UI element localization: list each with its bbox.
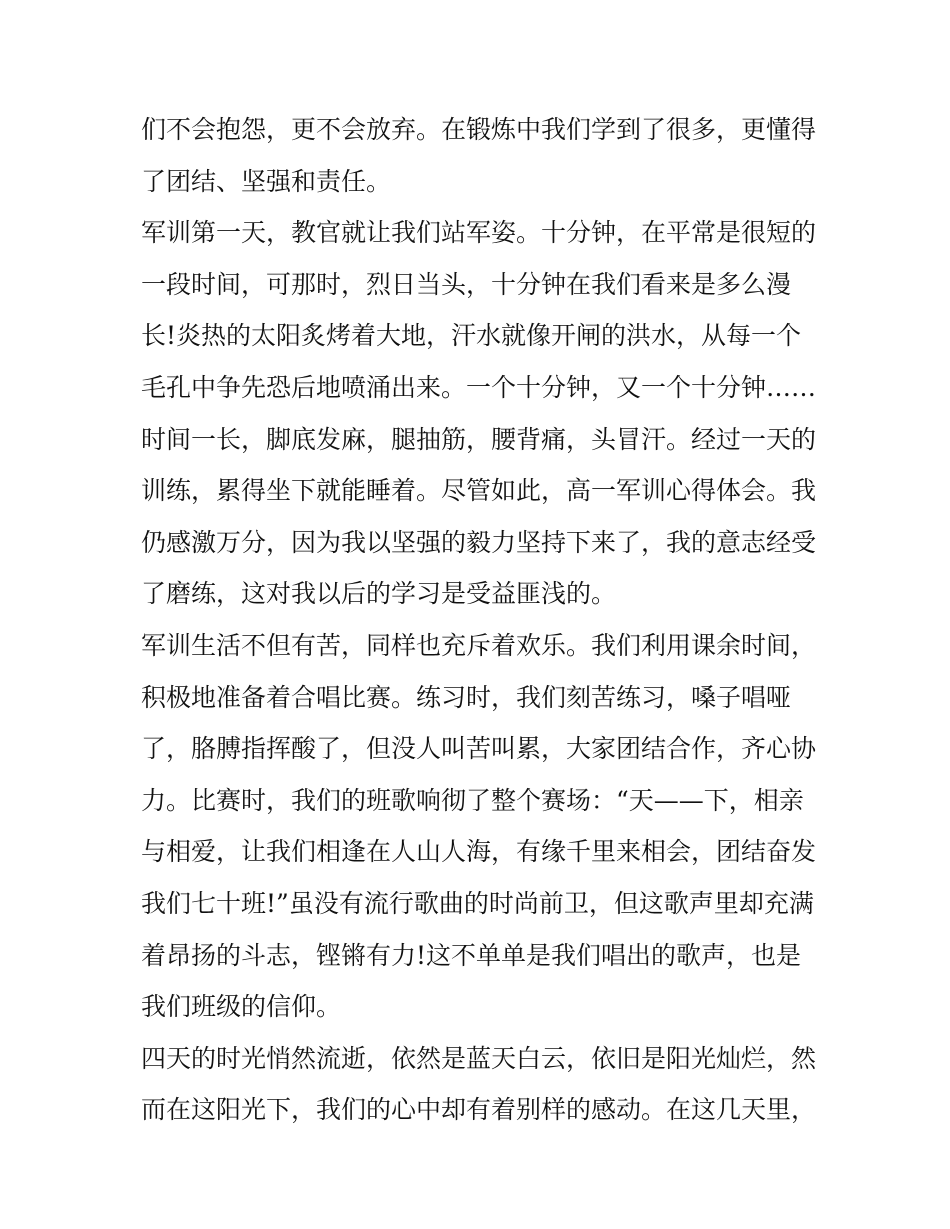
- text-line: 积极地准备着合唱比赛。练习时，我们刻苦练习，嗓子唱哑: [141, 682, 792, 712]
- text-line: 力。比赛时，我们的班歌响彻了整个赛场：“天——下，相亲: [141, 785, 804, 815]
- body-text: [141, 104, 817, 1136]
- text-line: 四天的时光悄然流逝，依然是蓝天白云，依旧是阳光灿烂，然: [141, 1043, 817, 1073]
- text-line: 毛孔中争先恐后地喷涌出来。一个十分钟，又一个十分钟……: [141, 372, 817, 402]
- text-line: 了团结、坚强和责任。: [141, 166, 392, 196]
- text-line: 了，胳膊指挥酸了，但没人叫苦叫累，大家团结合作，齐心协: [141, 734, 817, 764]
- text-line: 我们班级的信仰。: [141, 992, 342, 1022]
- text-line: 们不会抱怨，更不会放弃。在锻炼中我们学到了很多，更懂得: [141, 115, 817, 144]
- text-line: 着昂扬的斗志，铿锵有力!这不单单是我们唱出的歌声，也是: [141, 940, 802, 970]
- text-line: 军训生活不但有苦，同样也充斥着欢乐。我们利用课余时间，: [141, 630, 817, 660]
- text-line: 训练，累得坐下就能睡着。尽管如此，高一军训心得体会。我: [141, 476, 817, 506]
- text-line: 我们七十班!”虽没有流行歌曲的时尚前卫，但这歌声里却充满: [141, 888, 814, 918]
- text-line: 时间一长，脚底发麻，腿抽筋，腰背痛，头冒汗。经过一天的: [141, 424, 817, 454]
- text-line: 仍感激万分，因为我以坚强的毅力坚持下来了，我的意志经受: [141, 527, 817, 557]
- text-line: 了磨练，这对我以后的学习是受益匪浅的。: [141, 579, 617, 609]
- text-line: 一段时间，可那时，烈日当头，十分钟在我们看来是多么漫: [141, 269, 792, 299]
- text-line: 与相爱，让我们相逢在人山人海，有缘千里来相会，团结奋发: [141, 837, 817, 867]
- text-line: 长!炎热的太阳炙烤着大地，汗水就像开闸的洪水，从每一个: [141, 321, 802, 351]
- text-line: 而在这阳光下，我们的心中却有着别样的感动。在这几天里，: [141, 1095, 817, 1125]
- text-line: 军训第一天，教官就让我们站军姿。十分钟，在平常是很短的: [141, 218, 817, 248]
